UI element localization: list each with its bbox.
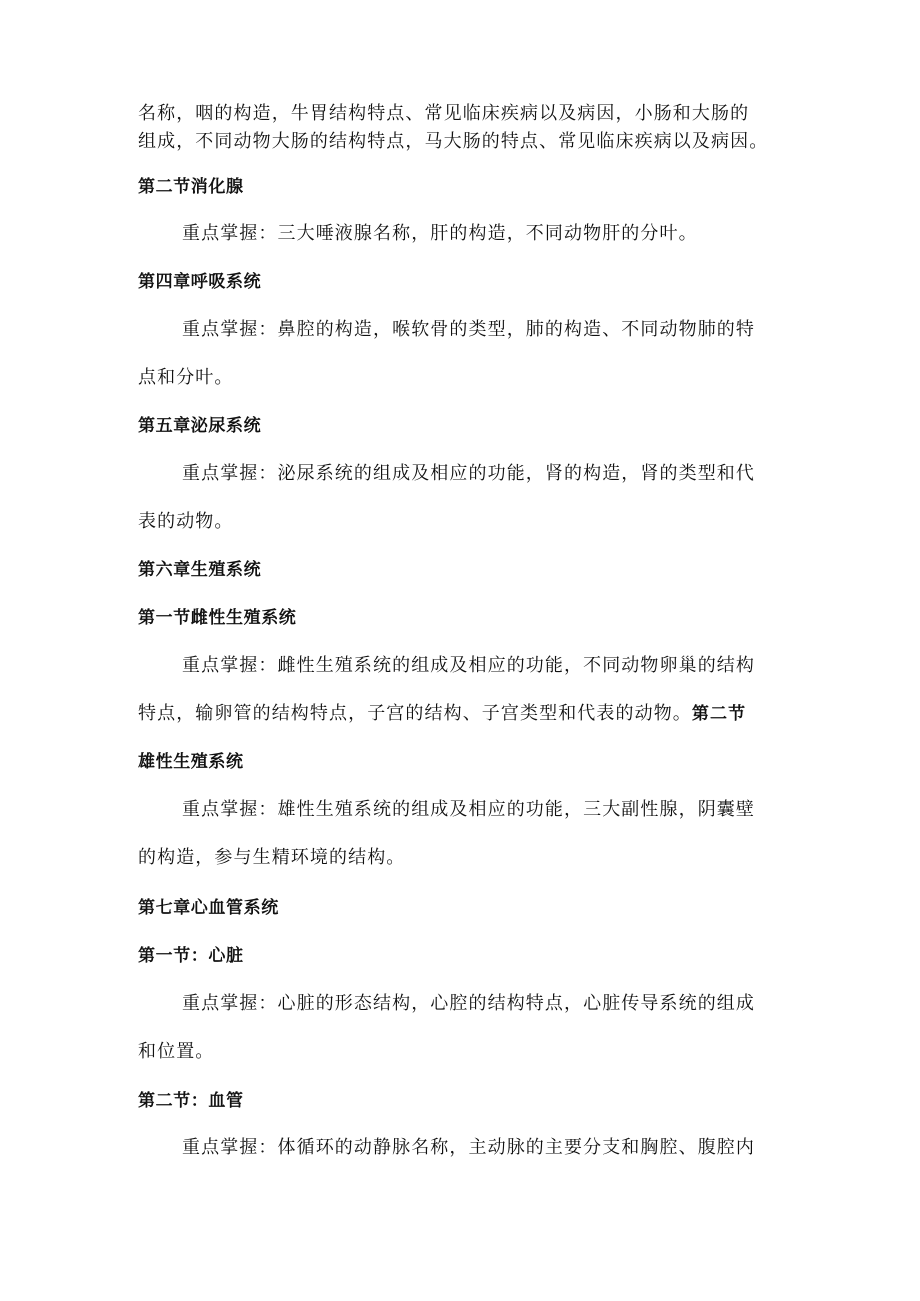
- paragraph-line: 的构造，参与生精环境的结构。: [138, 847, 406, 868]
- paragraph-line: 重点掌握：体循环的动静脉名称，主动脉的主要分支和胸腔、腹腔内: [182, 1137, 755, 1158]
- paragraph-line: [138, 702, 746, 726]
- section-heading: 第一节雌性生殖系统: [138, 608, 297, 628]
- chapter-heading: 第四章呼吸系统: [138, 272, 262, 292]
- paragraph-line: 组成，不同动物大肠的结构特点，马大肠的特点、常见临床疾病以及病因。: [138, 131, 769, 152]
- chapter-heading: 第六章生殖系统: [138, 560, 262, 580]
- paragraph-line: 重点掌握：鼻腔的构造，喉软骨的类型，肺的构造、不同动物肺的特: [182, 319, 755, 340]
- section-heading-inline: 第二节: [691, 704, 747, 724]
- chapter-heading: 第五章泌尿系统: [138, 416, 262, 436]
- paragraph-line: 名称，咽的构造，牛胃结构特点、常见临床疾病以及病因，小肠和大肠的: [138, 103, 750, 124]
- paragraph-line: 和位置。: [138, 1041, 215, 1062]
- section-heading: 第一节：心脏: [138, 946, 244, 966]
- paragraph-line: 表的动物。: [138, 511, 234, 532]
- paragraph-line: 重点掌握：三大唾液腺名称，肝的构造，不同动物肝的分叶。: [182, 223, 698, 244]
- paragraph-line: 点和分叶。: [138, 367, 234, 388]
- section-heading: 第二节：血管: [138, 1091, 244, 1111]
- paragraph-line: 重点掌握：雄性生殖系统的组成及相应的功能，三大副性腺，阴囊壁: [182, 799, 755, 820]
- paragraph-line: 重点掌握：心脏的形态结构，心腔的结构特点，心脏传导系统的组成: [182, 993, 755, 1014]
- paragraph-line: 重点掌握：泌尿系统的组成及相应的功能，肾的构造，肾的类型和代: [182, 463, 755, 484]
- section-heading: 第二节消化腺: [138, 177, 244, 197]
- chapter-heading: 第七章心血管系统: [138, 898, 279, 918]
- paragraph-line: 重点掌握：雌性生殖系统的组成及相应的功能，不同动物卵巢的结构: [182, 655, 755, 676]
- paragraph-text: 特点，输卵管的结构特点，子宫的结构、子宫类型和代表的动物。: [138, 703, 692, 724]
- section-heading: 雄性生殖系统: [138, 752, 244, 772]
